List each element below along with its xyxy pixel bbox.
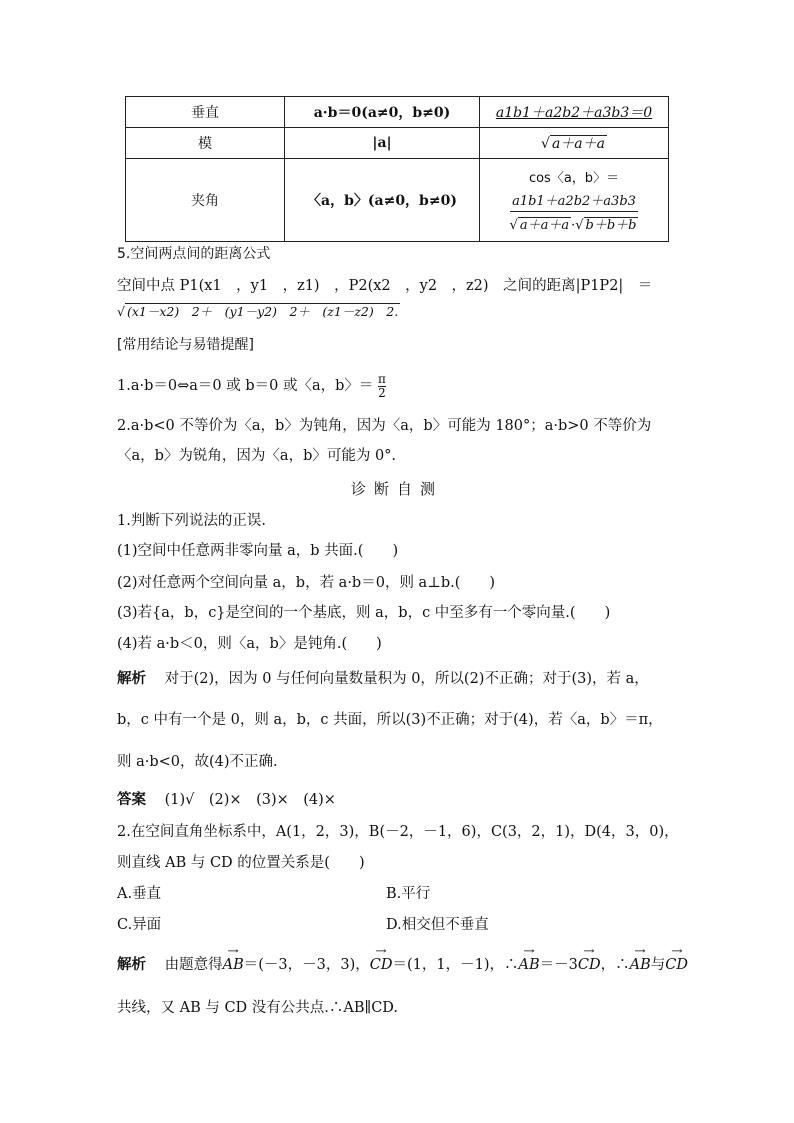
section-heading: 5.空间两点间的距离公式 [117, 246, 271, 262]
vector-condition: 〈a，b〉(a≠0，b≠0) [285, 159, 480, 242]
answer-label: 答案 [117, 792, 146, 808]
table-row [126, 97, 669, 128]
q1-answer: 答案 (1)√ (2)× (3)× (4)× [117, 792, 336, 808]
reminder-heading: [常用结论与易错提醒] [117, 337, 254, 353]
q2-option-d: D.相交但不垂直 [386, 917, 489, 933]
analysis-label: 解析 [117, 957, 146, 973]
vector-property-table [125, 96, 669, 242]
vector-condition: |a| [285, 128, 480, 159]
table-row [126, 159, 669, 242]
vector-cd: → CD [370, 957, 393, 974]
reminder-item-2-line2: 〈a，b〉为锐角，因为〈a，b〉可能为 0°. [117, 448, 397, 464]
q2-analysis-line1: 解析 由题意得→ AB＝(－3，－3，3)，→ CD＝(1，1，－1)，∴→ AB＝－3→ CD，∴→ AB与→ CD [117, 957, 688, 974]
q1-statement-1: (1)空间中任意两非零向量 a，b 共面.( ) [117, 543, 399, 559]
coordinate-condition: a1b1＋a2b2＋a3b3＝0 [480, 97, 669, 128]
distance-formula-line1: 空间中点 P1(x1 ，y1 ，z1) ，P2(x2 ，y2 ，z2) 之间的距离|P1P2| ＝ [117, 278, 653, 294]
vector-cd: → CD [665, 957, 688, 974]
row-label: 夹角 [126, 159, 285, 242]
q1-analysis-line1: 解析 对于(2)，因为 0 与任何向量数量积为 0，所以(2)不正确；对于(3)，若 a， [117, 671, 649, 687]
row-label: 垂直 [126, 97, 285, 128]
self-test-title: 诊断自测 [350, 480, 443, 498]
q2-stem-line1: 2.在空间直角坐标系中，A(1，2，3)，B(－2，－1，6)，C(3，2，1)，D(4，3，0)， [117, 824, 679, 840]
reminder-item-2-line1: 2.a·b<0 不等价为〈a，b〉为钝角，因为〈a，b〉可能为 180°；a·b>0 不等价为 [117, 418, 652, 434]
cos-numerator: a1b1＋a2b2＋a3b3 [512, 194, 636, 209]
pi-over-2: $\frac{\pi}{2}$ [378, 372, 386, 400]
distance-formula-line2: √ (x1－x2) 2＋ (y1－y2) 2＋ (z1－z2) 2. [117, 304, 399, 319]
vector-ab: → AB [223, 957, 244, 974]
vector-condition: a·b＝0(a≠0，b≠0) [285, 97, 480, 128]
cos-denominator: √ a＋a＋a ·√ b＋b＋b [510, 211, 639, 233]
q2-stem-line2: 则直线 AB 与 CD 的位置关系是( ) [117, 855, 365, 871]
coordinate-condition: √ a＋a＋a [480, 128, 669, 159]
table-row [126, 128, 669, 159]
reminder-item-1: 1.a·b＝0⇔a＝0 或 b＝0 或〈a，b〉＝ $\frac{\pi}{2}$ [117, 372, 386, 400]
q1-statement-2: (2)对任意两个空间向量 a，b，若 a·b＝0，则 a⊥b.( ) [117, 575, 496, 591]
q1-statement-3: (3)若{a，b，c}是空间的一个基底，则 a，b，c 中至多有一个零向量.( ) [117, 605, 611, 621]
q2-option-c: C.异面 [117, 917, 162, 933]
vector-ab: → AB [630, 957, 651, 974]
q2-option-b: B.平行 [386, 886, 431, 902]
cos-prefix: cos〈a，b〉＝ [528, 171, 620, 186]
row-label: 模 [126, 128, 285, 159]
q1-analysis-line3: 则 a·b<0，故(4)不正确. [117, 754, 278, 770]
q1-stem: 1.判断下列说法的正误. [117, 513, 266, 529]
coordinate-condition [480, 159, 669, 242]
q2-option-a: A.垂直 [117, 886, 162, 902]
vector-cd: → CD [578, 957, 601, 974]
vector-ab: → AB [518, 957, 539, 974]
q1-statement-4: (4)若 a·b＜0，则〈a，b〉是钝角.( ) [117, 636, 382, 652]
q2-analysis-line2: 共线，又 AB 与 CD 没有公共点.∴AB∥CD. [117, 1000, 399, 1016]
q1-analysis-line2: b，c 中有一个是 0，则 a，b，c 共面，所以(3)不正确；对于(4)，若〈a，b〉＝π， [117, 712, 663, 728]
cos-fraction [510, 190, 639, 233]
analysis-label: 解析 [117, 671, 146, 687]
